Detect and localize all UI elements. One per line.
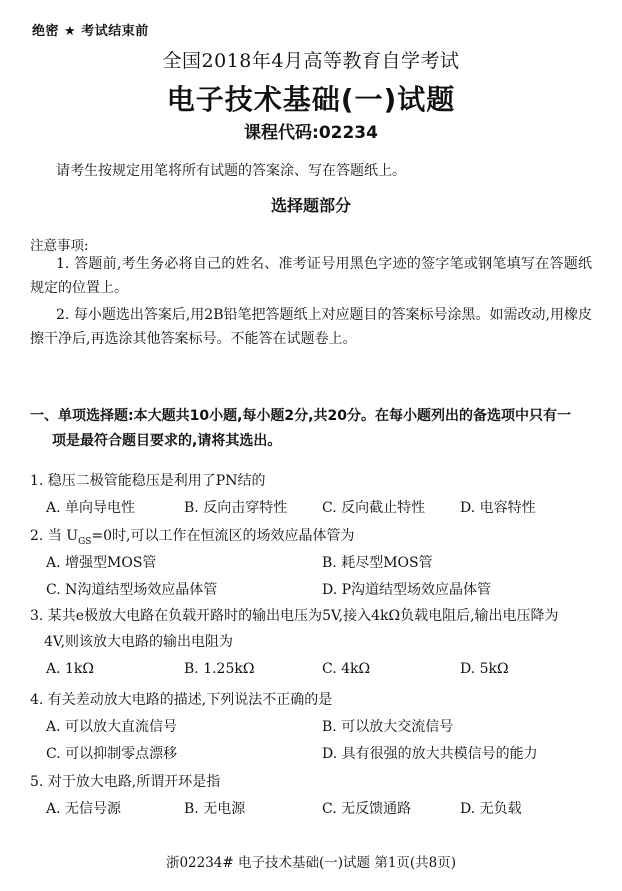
course-code: 课程代码:02234 <box>244 123 378 143</box>
note-item: 1. 答题前,考生务必将自己的姓名、准考证号用黑色字迹的签字笔或钢笔填写在答题纸规定的位置上。 <box>30 256 592 296</box>
option: D. 具有很强的放大共模信号的能力 <box>322 746 538 762</box>
option: A. 可以放大直流信号 <box>46 719 178 735</box>
section-heading-line: 项是最符合题目要求的,请将其选出。 <box>52 433 282 449</box>
page-footer: 浙02234# 电子技术基础(一)试题 第1页(共8页) <box>165 855 457 871</box>
notes-title: 注意事项: <box>30 238 89 254</box>
option: C. 反向截止特性 <box>322 500 426 516</box>
option: A. 增强型MOS管 <box>46 555 157 571</box>
question-stem: 1. 稳压二极管能稳压是利用了PN结的 <box>30 473 266 489</box>
confidential-label: 绝密 ★ 考试结束前 <box>32 24 149 39</box>
note-item: 2. 每小题选出答案后,用2B铅笔把答题纸上对应题目的答案标号涂黑。如需改动,用橡皮擦干净后,再选涂其他答案标号。不能答在试题卷上。 <box>30 307 592 347</box>
option: D. 5kΩ <box>460 661 509 677</box>
option: A. 无信号源 <box>46 801 122 817</box>
part-title: 选择题部分 <box>270 196 351 215</box>
stem-subscript: GS <box>78 536 92 547</box>
option: B. 反向击穿特性 <box>184 500 288 516</box>
question-stem: 4. 有关差动放大电路的描述,下列说法不正确的是 <box>30 692 333 708</box>
option: C. N沟道结型场效应晶体管 <box>46 582 218 598</box>
section-heading-line: 一、单项选择题:本大题共10小题,每小题2分,共20分。在每小题列出的备选项中只有一 <box>30 408 571 424</box>
option: B. 耗尽型MOS管 <box>322 555 433 571</box>
option: C. 可以抑制零点漂移 <box>46 746 178 762</box>
option: B. 可以放大交流信号 <box>322 719 454 735</box>
stem-text: =0时,可以工作在恒流区的场效应晶体管为 <box>91 528 355 544</box>
question-stem <box>30 525 355 547</box>
option: D. 电容特性 <box>460 500 536 516</box>
option: D. P沟道结型场效应晶体管 <box>322 582 492 598</box>
option: B. 1.25kΩ <box>184 661 255 677</box>
stem-line: 4V,则该放大电路的输出电阻为 <box>44 634 234 650</box>
question-stem <box>30 603 596 655</box>
option: C. 4kΩ <box>322 661 371 677</box>
option: A. 1kΩ <box>46 661 95 677</box>
paper-title: 电子技术基础(一)试题 <box>166 83 456 116</box>
section-heading <box>30 404 596 454</box>
option: B. 无电源 <box>184 801 246 817</box>
option: C. 无反馈通路 <box>322 801 412 817</box>
stem-text: 2. 当 U <box>30 528 79 544</box>
option: A. 单向导电性 <box>46 500 136 516</box>
question-stem: 5. 对于放大电路,所谓开环是指 <box>30 774 221 790</box>
option: D. 无负载 <box>460 801 522 817</box>
exam-title: 全国2018年4月高等教育自学考试 <box>162 50 460 72</box>
intro-instruction: 请考生按规定用笔将所有试题的答案涂、写在答题纸上。 <box>56 163 406 179</box>
stem-line: 3. 某共e极放大电路在负载开路时的输出电压为5V,接入4kΩ负载电阻后,输出电压降为 <box>30 608 559 624</box>
